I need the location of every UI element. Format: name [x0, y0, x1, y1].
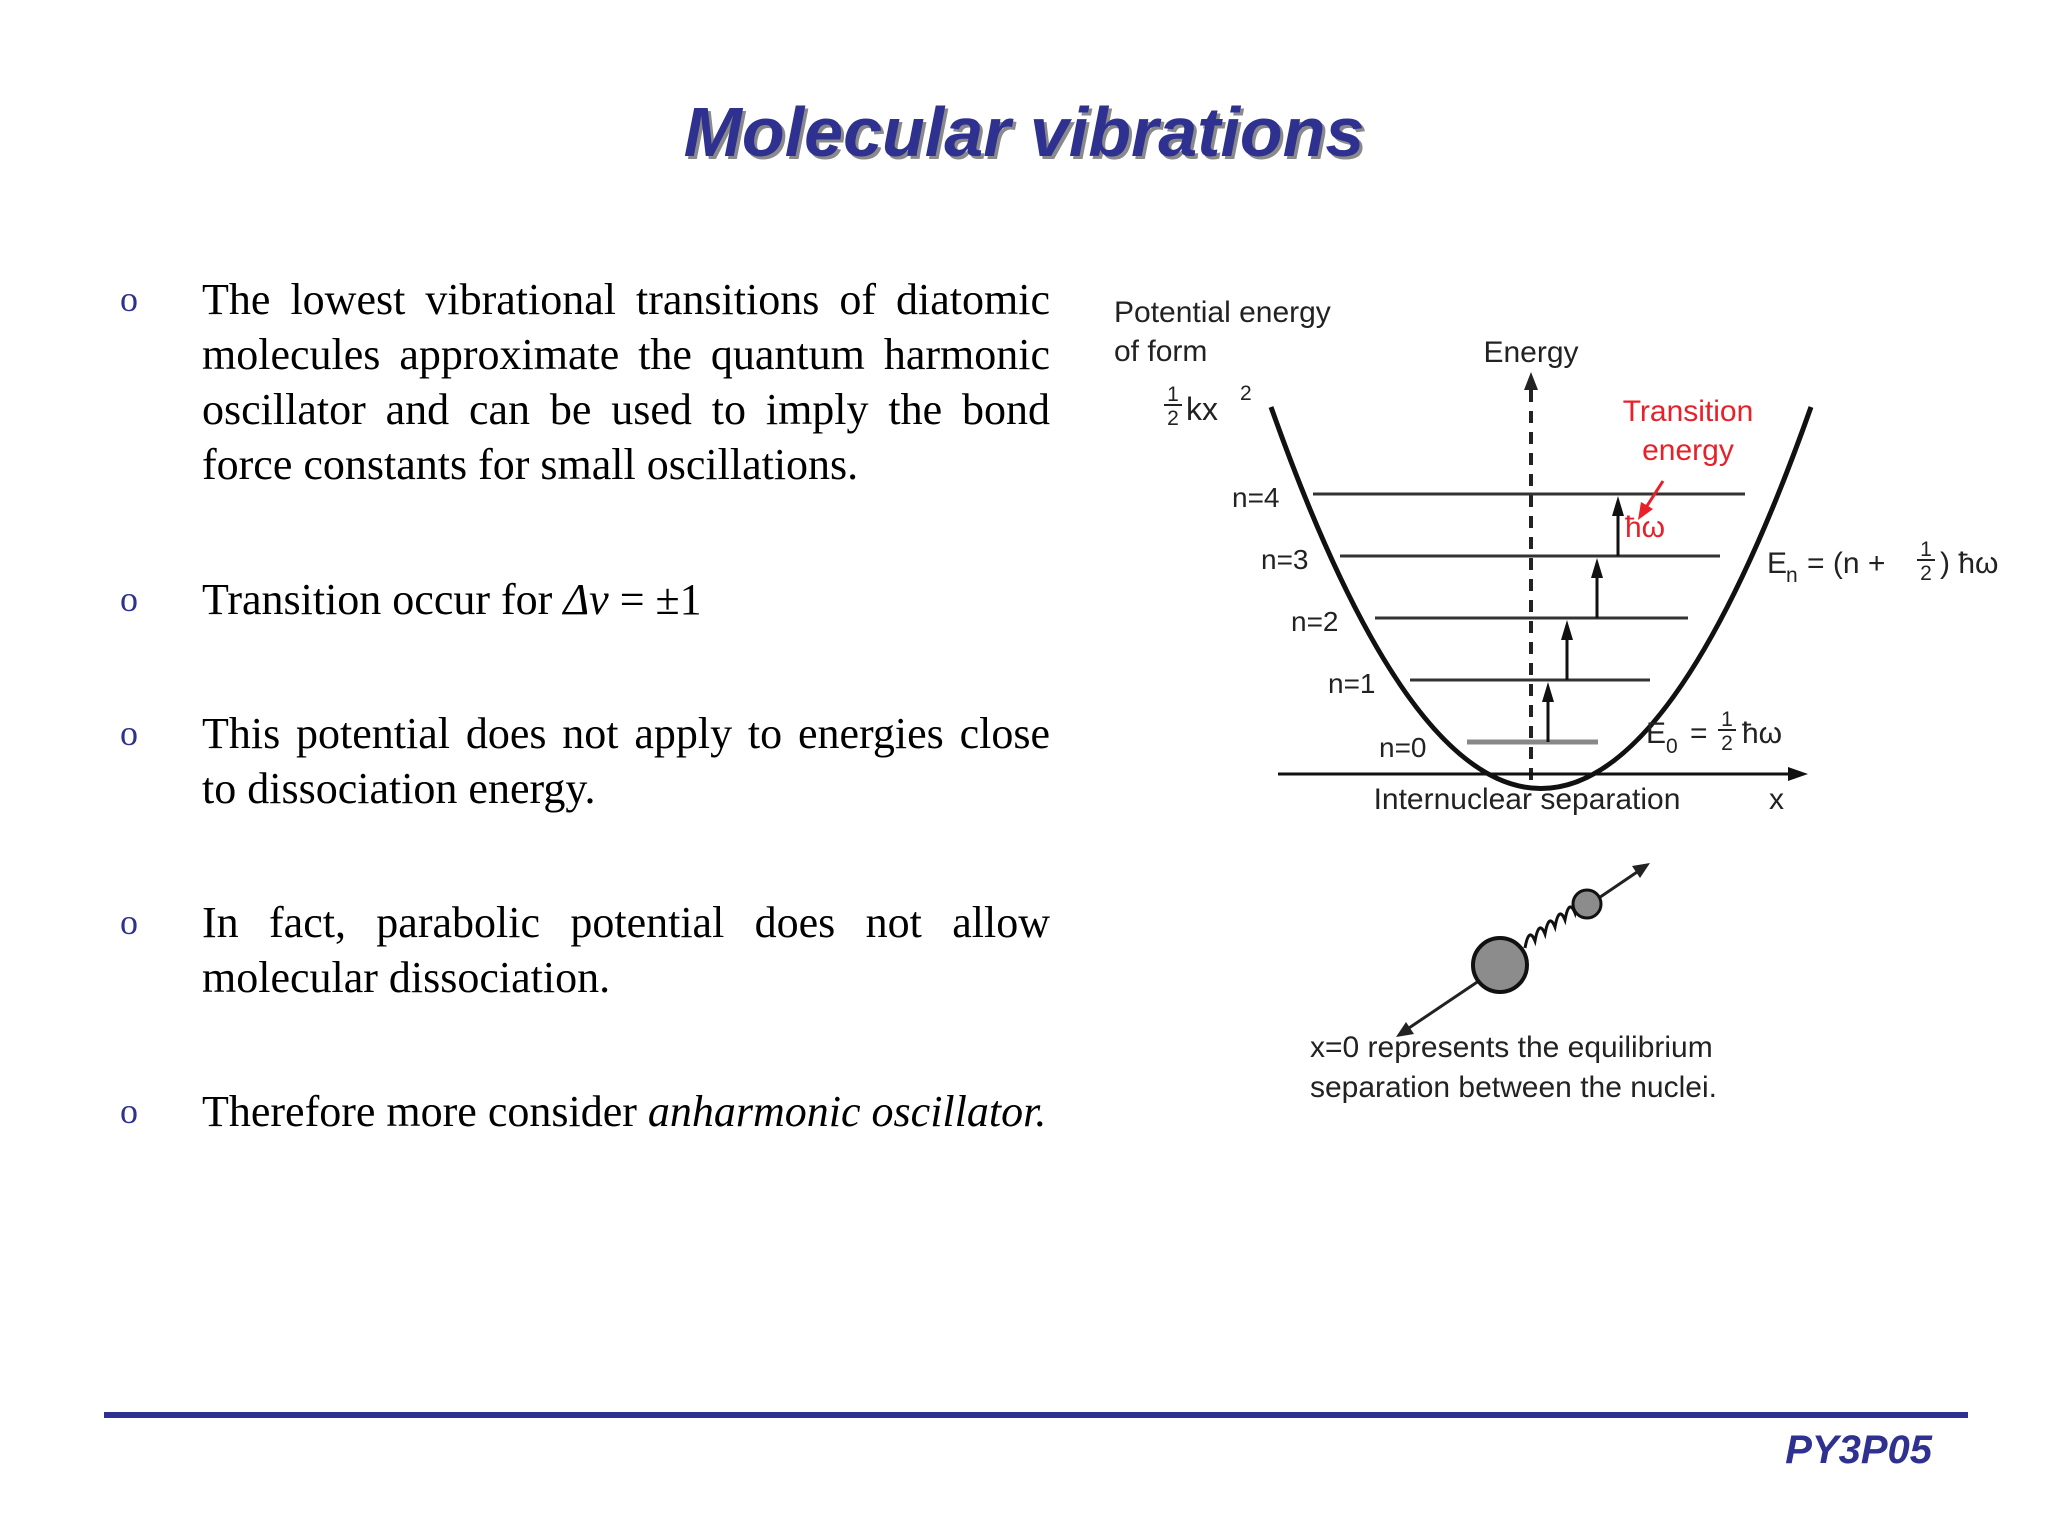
level-label-n1: n=1	[1328, 668, 1376, 699]
potential-label-line1: Potential energy	[1114, 296, 1331, 329]
diatomic-molecule-illustration	[1396, 863, 1650, 1037]
level-label-n0: n=0	[1379, 732, 1427, 763]
transition-arrowhead-1-2	[1561, 620, 1573, 640]
motion-arrowhead-right	[1632, 863, 1650, 878]
bullet-text: This potential does not apply to energies close to dissociation energy.	[202, 709, 1050, 813]
bullet-marker: o	[120, 902, 138, 942]
en-half-denominator: 2	[1920, 562, 1932, 585]
en-formula-prefix: E	[1767, 547, 1788, 580]
delta-v-symbol: Δv	[563, 575, 609, 624]
e0-prefix: E	[1646, 717, 1667, 750]
half-denominator: 2	[1167, 407, 1179, 430]
e0-suffix: ħω	[1742, 717, 1783, 750]
footer-divider	[104, 1412, 1968, 1418]
bullet-text	[202, 572, 1050, 627]
transition-label-line1: Transition	[1622, 395, 1754, 428]
slide-title: Molecular vibrations	[683, 93, 1365, 171]
bullet-item	[120, 706, 1050, 816]
level-label-n3: n=3	[1261, 544, 1309, 575]
x-axis-arrowhead	[1788, 767, 1808, 781]
bullet-list	[120, 272, 1050, 1139]
e0-half-numerator: 1	[1721, 708, 1733, 731]
transition-label-line2: energy	[1642, 434, 1734, 467]
transition-arrowhead-3-4	[1612, 496, 1624, 516]
potential-formula: kx	[1186, 391, 1218, 427]
large-atom	[1473, 938, 1527, 992]
energy-axis-arrowhead	[1524, 372, 1538, 390]
half-numerator: 1	[1167, 383, 1179, 406]
bullet-marker: o	[120, 279, 138, 319]
harmonic-oscillator-diagram	[1100, 280, 2020, 1130]
energy-axis-label: Energy	[1483, 336, 1579, 369]
level-label-n2: n=2	[1291, 606, 1339, 637]
bullet-text-prefix: Transition occur for	[202, 575, 564, 624]
x-symbol: x	[1769, 783, 1784, 816]
bullet-marker: o	[120, 1091, 138, 1131]
caption-line1: x=0 represents the equilibrium	[1310, 1031, 1713, 1064]
bullet-item	[120, 895, 1050, 1005]
en-subscript: n	[1786, 564, 1798, 587]
potential-label-line2: of form	[1114, 335, 1208, 368]
bullet-text-prefix: Therefore more consider	[202, 1087, 648, 1136]
anharmonic-emphasis: anharmonic oscillator.	[647, 1087, 1047, 1136]
caption-line2: separation between the nuclei.	[1310, 1071, 1717, 1104]
transition-arrowhead-2-3	[1591, 558, 1603, 578]
potential-exponent: 2	[1240, 382, 1252, 405]
en-formula-suffix: ) ħω	[1940, 547, 1999, 580]
bullet-item	[120, 572, 1050, 627]
course-code: PY3P05	[1785, 1428, 1932, 1472]
e0-half-denominator: 2	[1721, 732, 1733, 755]
level-label-n4: n=4	[1232, 482, 1280, 513]
bullet-item	[120, 1084, 1050, 1139]
bullet-text: The lowest vibrational transitions of diatomic molecules approximate the quantum harmonic oscillator and can be used to imply the bond force constants for small oscillations.	[202, 275, 1050, 489]
bullet-text: In fact, parabolic potential does not allow molecular dissociation.	[202, 898, 1050, 1002]
en-formula-mid: = (n +	[1807, 547, 1886, 580]
en-half-numerator: 1	[1920, 538, 1932, 561]
bullet-text	[202, 1084, 1050, 1139]
transition-hbar-omega: ħω	[1625, 511, 1666, 544]
bullet-item	[120, 272, 1050, 492]
bullet-marker: o	[120, 713, 138, 753]
transition-arrowhead-0-1	[1542, 682, 1554, 702]
x-axis-label: Internuclear separation	[1373, 783, 1681, 816]
e0-equals: =	[1690, 717, 1708, 750]
bullet-text-suffix: = ±1	[608, 575, 702, 624]
e0-subscript: 0	[1666, 735, 1678, 758]
small-atom	[1573, 890, 1601, 918]
bullet-marker: o	[120, 579, 138, 619]
